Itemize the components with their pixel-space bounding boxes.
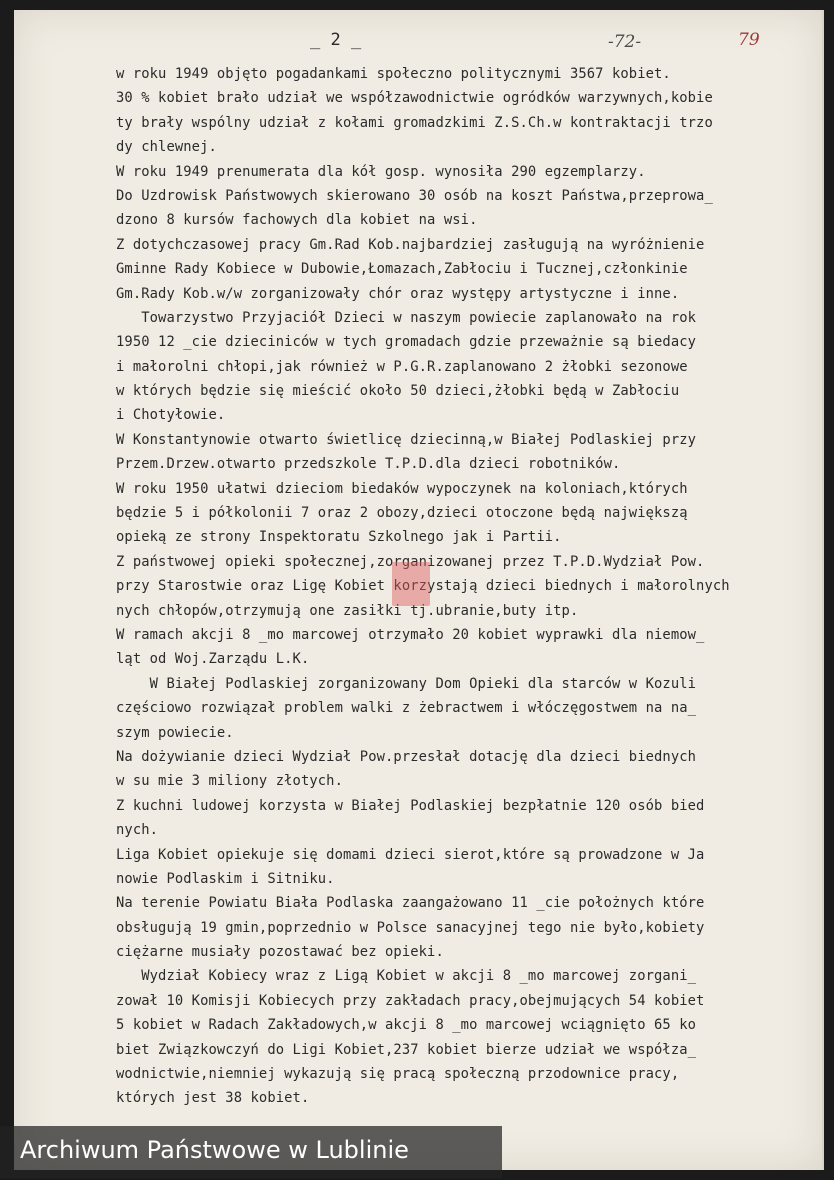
text-line: nowie Podlaskim i Sitniku. (116, 870, 335, 887)
text-line: ciężarne musiały pozostawać bez opieki. (116, 944, 444, 961)
text-line: będzie 5 i półkolonii 7 oraz 2 obozy,dzieci otoczone będą największą (116, 505, 688, 522)
text-line: wodnictwie,niemniej wykazują się pracą społeczną przodownice pracy, (116, 1066, 680, 1083)
text-line: zował 10 Komisji Kobiecych przy zakładach pracy,obejmujących 54 kobiet (116, 992, 705, 1009)
text-line: W roku 1949 prenumerata dla kół gosp. wynosiła 290 egzemplarzy. (116, 163, 646, 180)
text-line: i małorolni chłopi,jak również w P.G.R.zaplanowano 2 żłobki sezonowe (116, 358, 688, 375)
text-line: Gminne Rady Kobiece w Dubowie,Łomazach,Zabłociu i Tucznej,członkinie (116, 261, 688, 278)
text-line: Gm.Rady Kob.w/w zorganizowały chór oraz występy artystyczne i inne. (116, 285, 680, 302)
text-line: Wydział Kobiecy wraz z Ligą Kobiet w akcji 8 _mo marcowej zorgani_ (116, 968, 697, 985)
text-line: W Białej Podlaskiej zorganizowany Dom Opieki dla starców w Kozuli (116, 675, 697, 692)
red-stamp-mark (392, 562, 430, 606)
text-line: W ramach akcji 8 _mo marcowej otrzymało 20 kobiet wyprawki dla niemow_ (116, 626, 705, 643)
archive-number-red: 79 (738, 30, 760, 50)
text-line: Liga Kobiet opiekuje się domami dzieci sierot,które są prowadzone w Ja (116, 846, 705, 863)
text-line: W Konstantynowie otwarto świetlicę dziecinną,w Białej Podlaskiej przy (116, 431, 697, 448)
text-line: 30 % kobiet brało udział we współzawodnictwie ogródków warzywnych,kobie (116, 90, 713, 107)
text-line: 5 kobiet w Radach Zakładowych,w akcji 8 _mo marcowej wciągnięto 65 ko (116, 1017, 697, 1034)
text-line: nych chłopów,otrzymują one zasiłki tj.ubranie,buty itp. (116, 602, 579, 619)
archive-number: -72- (608, 32, 642, 52)
text-line: w roku 1949 objęto pogadankami społeczno politycznymi 3567 kobiet. (116, 66, 671, 82)
text-line: szym powiecie. (116, 724, 234, 741)
text-line: ty brały wspólny udział z kołami gromadzkimi Z.S.Ch.w kontraktacji trzo (116, 114, 713, 131)
text-line: dzono 8 kursów fachowych dla kobiet na wsi. (116, 212, 478, 229)
text-line: przy Starostwie oraz Ligę Kobiet korzystają dzieci biednych i małorolnych (116, 578, 730, 595)
text-line: obsługują 19 gmin,poprzednio w Polsce sanacyjnej tego nie było,kobiety (116, 919, 705, 936)
text-line: których jest 38 kobiet. (116, 1090, 310, 1107)
text-line: Na dożywianie dzieci Wydział Pow.przesłał dotację dla dzieci biednych (116, 748, 697, 765)
text-line: w których będzie się mieścić około 50 dzieci,żłobki będą w Zabłociu (116, 383, 680, 400)
page-number: _ 2 _ (310, 30, 362, 50)
text-line: nych. (116, 822, 159, 839)
text-line: Z kuchni ludowej korzysta w Białej Podlaskiej bezpłatnie 120 osób bied (116, 797, 705, 814)
text-line: Do Uzdrowisk Państwowych skierowano 30 osób na koszt Państwa,przeprowa_ (116, 187, 713, 204)
document-body (116, 62, 822, 1111)
text-line: Z dotychczasowej pracy Gm.Rad Kob.najbardziej zasługują na wyróżnienie (116, 236, 705, 253)
text-line: częściowo rozwiązał problem walki z żebractwem i włóczęgostwem na na_ (116, 700, 697, 717)
text-line: 1950 12 _cie dzieciniców w tych gromadach gdzie przeważnie są biedacy (116, 334, 697, 351)
watermark-label: Archiwum Państwowe w Lublinie (20, 1136, 409, 1164)
text-line: biet Związkowczyń do Ligi Kobiet,237 kobiet bierze udział we współza_ (116, 1041, 697, 1058)
text-line: Towarzystwo Przyjaciół Dzieci w naszym powiecie zaplanowało na rok (116, 309, 697, 326)
archive-watermark (0, 1126, 502, 1178)
text-line: i Chotyłowie. (116, 407, 226, 424)
text-line: W roku 1950 ułatwi dzieciom biedaków wypoczynek na koloniach,których (116, 480, 688, 497)
text-line: w su mie 3 miliony złotych. (116, 773, 343, 790)
text-line: opieką ze strony Inspektoratu Szkolnego jak i Partii. (116, 529, 562, 546)
text-line: Przem.Drzew.otwarto przedszkole T.P.D.dla dzieci robotników. (116, 456, 621, 473)
text-line: Z państwowej opieki społecznej,zorganizowanej przez T.P.D.Wydział Pow. (116, 553, 705, 570)
text-line: Na terenie Powiatu Biała Podlaska zaangażowano 11 _cie położnych które (116, 895, 705, 912)
text-line: ląt od Woj.Zarządu L.K. (116, 651, 310, 668)
text-line: dy chlewnej. (116, 139, 217, 156)
